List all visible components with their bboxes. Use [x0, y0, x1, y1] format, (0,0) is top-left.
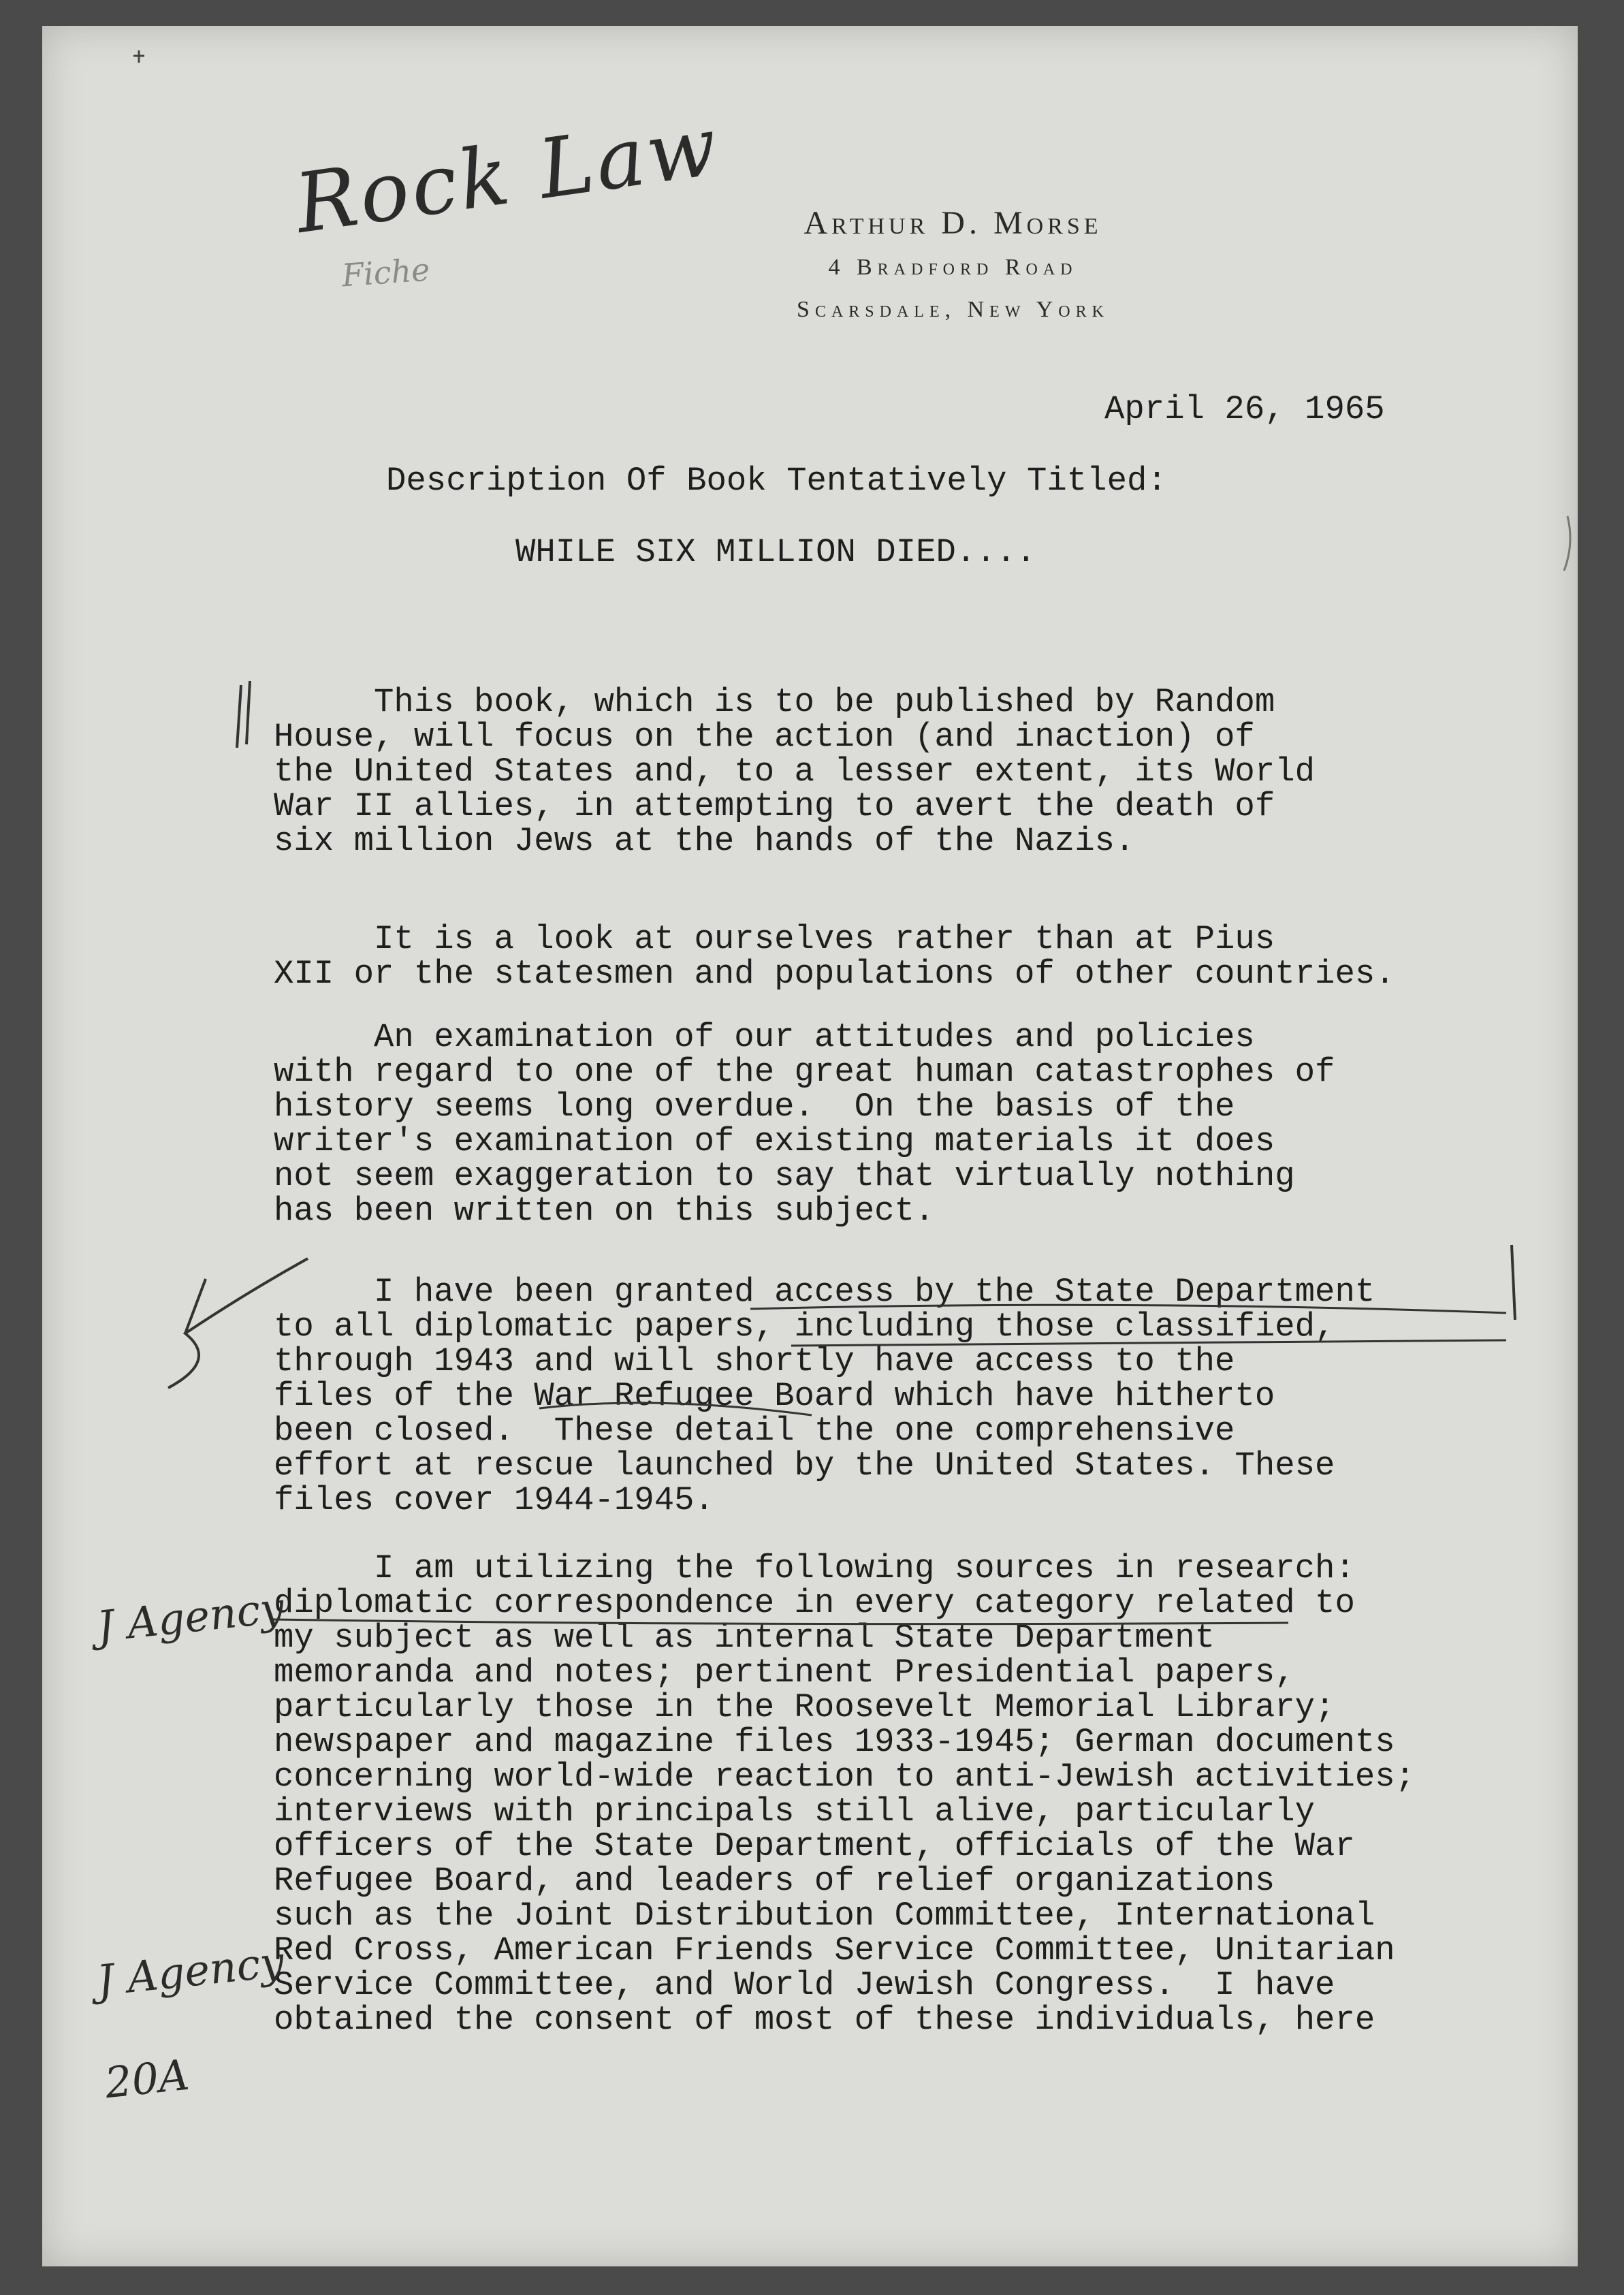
- book-title: WHILE SIX MILLION DIED....: [515, 533, 1036, 571]
- letter-date: April 26, 1965: [1104, 390, 1385, 428]
- top-corner-mark: [133, 50, 144, 63]
- margin-angle-mark: [168, 1259, 308, 1388]
- paragraph-4: I have been granted access by the State Department to all diplomatic papers, including those classified, through 1943 and will shortly have access to the files of the War Refugee Board which have hitherto been closed. These detail the one comprehensive effort at rescue launched by the United States. These files cover 1944-1945.: [274, 1273, 1375, 1519]
- paragraph-2: It is a look at ourselves rather than at Pius XII or the statesmen and populations of other countries.: [274, 920, 1395, 993]
- margin-bar-mark: [1512, 1245, 1515, 1320]
- paragraph-3: An examination of our attitudes and policies with regard to one of the great human catastrophes of history seems long overdue. On the basis of the writer's examination of existing materials it does not seem exaggeration to say that virtually nothing has been written on this subject.: [274, 1018, 1335, 1230]
- pen-marks: [42, 26, 1578, 2266]
- underline-war-refugee-board: [539, 1403, 812, 1415]
- margin-note-1: J Agency: [94, 1582, 287, 1652]
- paragraph-mark: [237, 681, 250, 748]
- margin-note-3: 20A: [102, 2049, 192, 2108]
- right-margin-mark: [1564, 516, 1570, 571]
- paragraph-1: This book, which is to be published by Random House, will focus on the action (and inaction) of the United States and, to a lesser extent, its World War II allies, in attempting to avert the death of six million Jews at the hands of the Nazis.: [274, 683, 1316, 860]
- handwritten-note-top: Rock Law: [289, 99, 726, 252]
- paragraph-5: I am utilizing the following sources in research: diplomatic correspondence in every category related to my subject as well as internal State Department memoranda and notes; pertinent Presidential papers, particularly those in the Roosevelt Memorial Library; newspaper and magazine files 1933-1945; German documents concerning world-wide reaction to anti-Jewish activities; interviews with principals still alive, particularly officers of the State Department, officials of the War Refugee Board, and leaders of relief organizations such as the Joint Distribution Committee, International Red Cross, American Friends Service Committee, Unitarian Service Committee, and World Jewish Congress. I have obtained the consent of most of these individuals, here: [274, 1549, 1416, 2039]
- letterhead-name: Arthur D. Morse: [803, 205, 1102, 241]
- letter-page: [42, 26, 1578, 2266]
- letterhead-city: Scarsdale, New York: [797, 297, 1109, 322]
- letterhead-street: 4 Bradford Road: [828, 255, 1078, 280]
- underline-diplomatic-correspondence: [272, 1619, 1288, 1624]
- underline-state-department: [750, 1305, 1506, 1313]
- description-heading: Description Of Book Tentatively Titled:: [386, 462, 1167, 500]
- handwritten-faint-note: Fiche: [340, 251, 431, 294]
- underline-classified: [791, 1340, 1506, 1346]
- margin-note-2: J Agency: [94, 1936, 287, 2006]
